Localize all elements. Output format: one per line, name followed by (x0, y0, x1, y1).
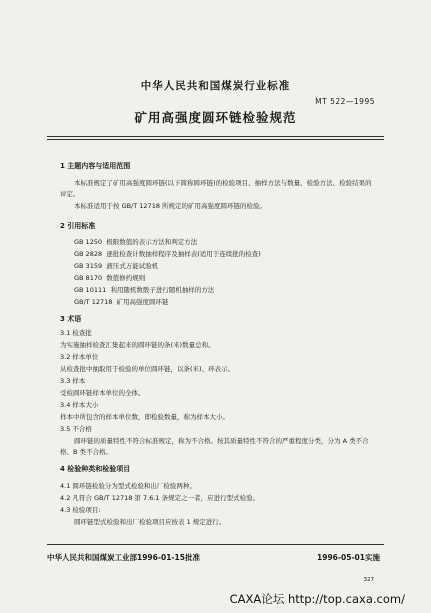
clause-4-1: 4.1 圆环链检验分为型式检验和出厂检验两种。 (60, 482, 196, 490)
section-1-paragraph-2: 本标准适用于按 GB/T 12718 所规定的矿用高强度圆环链的检验。 (74, 202, 267, 210)
approval-statement: 中华人民共和国煤炭工业部1996-01-15批准 (47, 553, 200, 562)
term-3-3-title: 3.3 样本 (60, 377, 86, 385)
reference-item: GB 2828 逐批检查计数抽样程序及抽样表(适用于连续批的检查) (74, 250, 261, 258)
reference-item: GB 8170 数值修约规则 (74, 274, 146, 282)
section-1-paragraph-1: 本标准规定了矿用高强度圆环链(以下简称圆环链)的检验项目、抽样方法与数量、检验方法、检验结果的评定。 (60, 179, 372, 198)
page-number: 327 (363, 577, 374, 583)
reference-item: GB 3159 液压式万能试验机 (74, 262, 159, 270)
section-1-title: 1 主题内容与适用范围 (60, 162, 131, 170)
footer-rule (47, 544, 384, 545)
section-3-title: 3 术语 (60, 315, 82, 323)
term-3-2-definition: 从检查批中抽取用于检验的单位圆环链，以条(米)、环表示。 (60, 365, 235, 373)
header-rule-bottom (47, 139, 384, 140)
reference-item: GB 10111 利用随机数骰子进行随机抽样的方法 (74, 286, 215, 294)
term-3-5-definition: 圆环链的质量特性不符合标准规定，称为不合格。按其质量特性不符合的严重程度分类，分为 A 类不合格、B 类不合格。 (60, 437, 369, 456)
clause-4-2: 4.2 凡符合 GB/T 12718 第 7.6.1 条规定之一者，应进行型式检验。 (60, 494, 260, 502)
header-rule-top (47, 136, 384, 137)
term-3-1-title: 3.1 检查批 (60, 329, 92, 337)
clause-4-3: 4.3 检验项目: (60, 506, 101, 514)
standard-code: MT 522—1995 (315, 97, 375, 106)
section-4-title: 4 检验种类和检验项目 (60, 465, 131, 473)
term-3-3-definition: 受检圆环链样本单位的全体。 (60, 389, 145, 397)
forum-watermark: CAXA论坛 http://top.caxa.com/ (229, 592, 405, 606)
term-3-4-definition: 样本中所包含的样本单位数，即检验数量，称为样本大小。 (60, 413, 229, 421)
reference-item: GB/T 12718 矿用高强度圆环链 (74, 298, 169, 306)
effective-date: 1996-05-01实施 (317, 553, 380, 562)
section-2-title: 2 引用标准 (60, 222, 96, 230)
term-3-1-definition: 为实施抽样检查汇集起来的圆环链的条(米)数量总和。 (60, 341, 215, 349)
document-title: 矿用高强度圆环链检验规范 (134, 110, 297, 125)
reference-item: GB 1250 极限数值的表示方法和判定方法 (74, 238, 198, 246)
standard-organization: 中华人民共和国煤炭行业标准 (140, 80, 291, 92)
clause-4-3-text: 圆环链型式检验和出厂检验项目应按表 1 规定进行。 (74, 518, 226, 526)
term-3-2-title: 3.2 样本单位 (60, 353, 99, 361)
term-3-5-title: 3.5 不合格 (60, 425, 92, 433)
term-3-4-title: 3.4 样本大小 (60, 401, 99, 409)
